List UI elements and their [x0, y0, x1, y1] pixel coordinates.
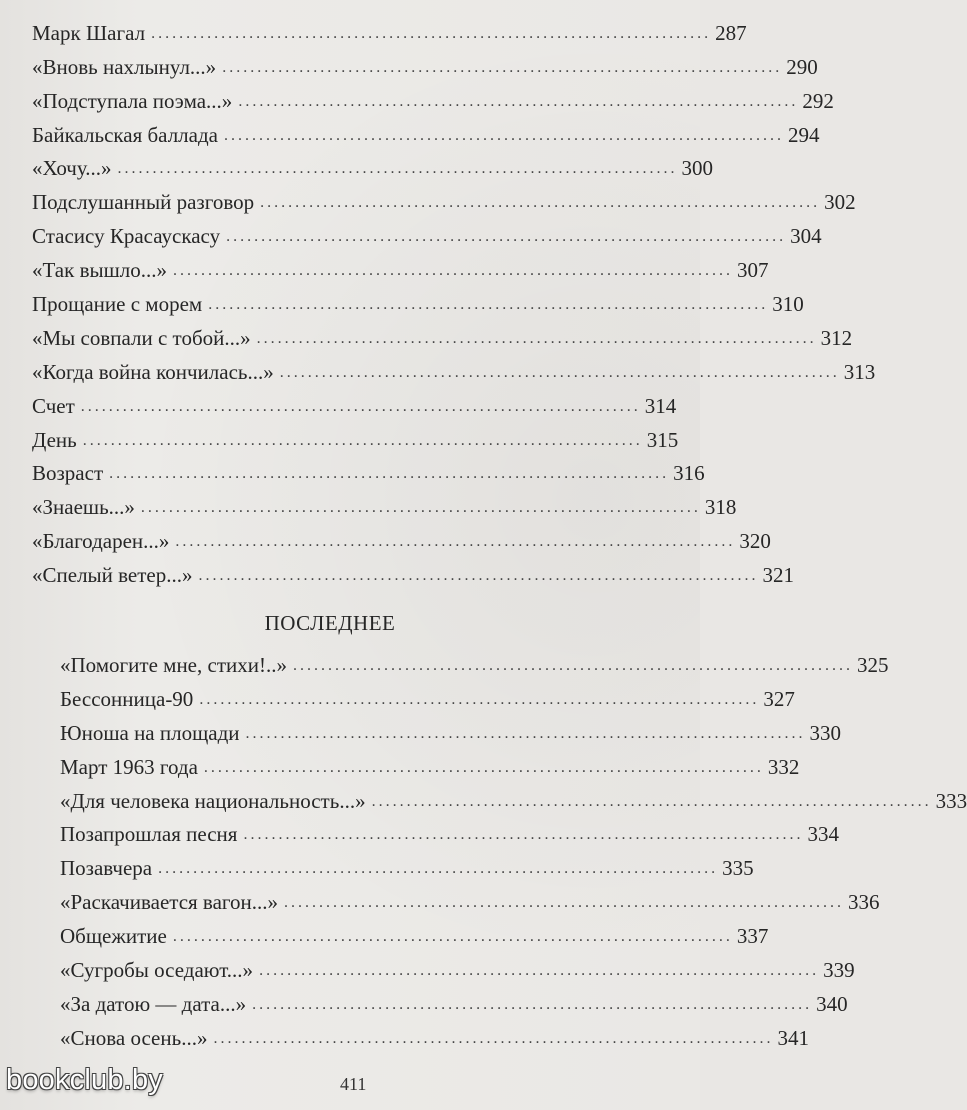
toc-entry-title: «Вновь нахлынул...» [32, 54, 217, 79]
toc-entry-page: 292 [802, 88, 834, 113]
toc-entry-title: «Благодарен...» [32, 529, 170, 554]
toc-entry [60, 981, 848, 1016]
toc-entry [32, 349, 876, 384]
toc-entry [60, 947, 855, 983]
toc-entry [32, 247, 769, 283]
toc-entry-page: 287 [715, 20, 747, 45]
toc-entry [32, 44, 818, 79]
toc-entry-page: 300 [681, 156, 714, 181]
toc-entry-page: 335 [722, 856, 754, 881]
toc-entry-page: 339 [823, 958, 855, 983]
dot-leader: ................................................................................ [175, 533, 736, 551]
toc-entry-page: 304 [790, 224, 822, 249]
toc-entry [32, 518, 771, 554]
toc-entry [60, 676, 795, 711]
toc-entry [32, 281, 804, 317]
toc-entry-page: 312 [820, 325, 853, 350]
table-of-contents [32, 10, 967, 1050]
toc-entry-title: Подслушанный разговор [32, 190, 255, 215]
toc-entry-title: «За датою — дата...» [60, 991, 247, 1016]
toc-entry-page: 310 [772, 292, 804, 317]
toc-entry-page: 334 [807, 822, 839, 847]
dot-leader: ................................................................................ [252, 995, 813, 1013]
dot-leader: ................................................................................ [292, 657, 853, 675]
toc-entry [60, 778, 967, 813]
toc-entry-title: Прощание с морем [32, 292, 203, 317]
toc-entry [32, 552, 795, 588]
toc-entry-title: «Помогите мне, стихи!..» [60, 653, 287, 678]
toc-entry [60, 812, 839, 847]
dot-leader: ................................................................................ [371, 792, 932, 810]
toc-entry [60, 845, 754, 881]
dot-leader: ................................................................................ [80, 397, 641, 415]
dot-leader: ................................................................................ [256, 329, 817, 347]
toc-entry-page: 294 [787, 122, 820, 147]
dot-leader: ................................................................................ [243, 826, 804, 844]
toc-entry-page: 318 [704, 495, 737, 520]
toc-entry-title: Стасису Красаускасу [32, 224, 221, 249]
dot-leader: ................................................................................ [199, 690, 760, 708]
toc-entry [32, 112, 820, 147]
toc-entry-page: 327 [763, 686, 795, 711]
toc-entry-page: 290 [786, 54, 818, 79]
toc-entry-page: 333 [935, 788, 967, 813]
toc-entry [32, 315, 853, 350]
toc-entry [60, 642, 889, 678]
toc-entry [60, 879, 880, 915]
toc-entry-page: 316 [673, 461, 705, 486]
dot-leader: ................................................................................ [198, 567, 759, 585]
toc-entry-title: Общежитие [60, 924, 167, 949]
toc-entry-page: 332 [767, 754, 800, 779]
toc-entry-page: 313 [843, 359, 876, 384]
toc-entry-page: 325 [856, 653, 889, 678]
toc-entry-title: Байкальская баллада [32, 122, 218, 147]
toc-entry-title: Позавчера [60, 856, 153, 881]
watermark: bookclub.by [6, 1064, 163, 1096]
toc-entry-title: «Мы совпали с тобой...» [32, 325, 251, 350]
dot-leader: ................................................................................ [260, 194, 821, 212]
toc-entry [60, 710, 842, 745]
dot-leader: ................................................................................ [223, 126, 784, 144]
toc-entry [32, 484, 737, 520]
toc-entry-page: 330 [809, 720, 842, 745]
toc-entry-page: 314 [644, 393, 677, 418]
toc-entry-title: «Так вышло...» [32, 258, 168, 283]
dot-leader: ................................................................................ [245, 724, 806, 742]
toc-entry [32, 179, 856, 215]
toc-entry [32, 383, 677, 418]
dot-leader: ................................................................................ [140, 499, 701, 517]
toc-section-2 [60, 642, 967, 1050]
toc-entry-title: «Сугробы оседают...» [60, 958, 254, 983]
toc-entry-page: 340 [816, 991, 848, 1016]
toc-entry [60, 913, 769, 949]
toc-entry-title: «Знаешь...» [32, 495, 135, 520]
dot-leader: ................................................................................ [151, 24, 712, 42]
toc-entry-title: «Хочу...» [32, 156, 112, 181]
section-heading: ПОСЛЕДНЕЕ [264, 611, 396, 636]
dot-leader: ................................................................................ [109, 465, 670, 483]
dot-leader: ................................................................................ [222, 58, 783, 76]
toc-entry-page: 307 [737, 258, 769, 283]
dot-leader: ................................................................................ [172, 928, 733, 946]
dot-leader: ................................................................................ [238, 92, 799, 110]
dot-leader: ................................................................................ [203, 758, 764, 776]
toc-entry [32, 146, 714, 181]
toc-entry-title: «Когда война кончилась...» [32, 359, 274, 384]
dot-leader: ................................................................................ [117, 160, 678, 178]
toc-entry-title: «Спелый ветер...» [32, 563, 193, 588]
dot-leader: ................................................................................ [283, 894, 844, 912]
toc-entry-page: 336 [847, 890, 880, 915]
dot-leader: ................................................................................ [158, 860, 719, 878]
toc-entry-title: Бессонница-90 [60, 686, 194, 711]
toc-section-1 [32, 10, 876, 588]
toc-entry-title: «Снова осень...» [60, 1025, 208, 1050]
toc-entry-title: «Для человека национальность...» [60, 788, 366, 813]
toc-entry-page: 321 [762, 563, 795, 588]
dot-leader: ................................................................................ [259, 962, 820, 980]
toc-entry-page: 320 [739, 529, 771, 554]
toc-entry [32, 78, 834, 113]
toc-entry-page: 302 [824, 190, 856, 215]
toc-entry-title: Март 1963 года [60, 754, 198, 779]
dot-leader: ................................................................................ [213, 1029, 774, 1047]
dot-leader: ................................................................................ [173, 262, 734, 280]
dot-leader: ................................................................................ [279, 363, 840, 381]
toc-entry-title: Позапрошлая песня [60, 822, 238, 847]
toc-entry [60, 1015, 809, 1050]
toc-entry-page: 337 [736, 924, 769, 949]
toc-entry [32, 451, 705, 486]
page-number: 411 [340, 1074, 367, 1094]
toc-entry-page: 341 [777, 1025, 809, 1050]
toc-entry [60, 744, 800, 779]
toc-entry-title: «Раскачивается вагон...» [60, 890, 278, 915]
toc-entry-title: Марк Шагал [32, 20, 146, 45]
toc-entry-page: 315 [646, 427, 679, 452]
dot-leader: ................................................................................ [82, 431, 643, 449]
toc-entry [32, 417, 679, 452]
toc-entry-title: День [32, 427, 77, 452]
toc-entry-title: «Подступала поэма...» [32, 88, 233, 113]
dot-leader: ................................................................................ [208, 296, 769, 314]
toc-entry [32, 213, 822, 249]
toc-entry-title: Возраст [32, 461, 104, 486]
toc-entry-title: Юноша на площади [60, 720, 240, 745]
toc-entry [32, 10, 747, 45]
toc-entry-title: Счет [32, 393, 75, 418]
dot-leader: ................................................................................ [226, 228, 787, 246]
